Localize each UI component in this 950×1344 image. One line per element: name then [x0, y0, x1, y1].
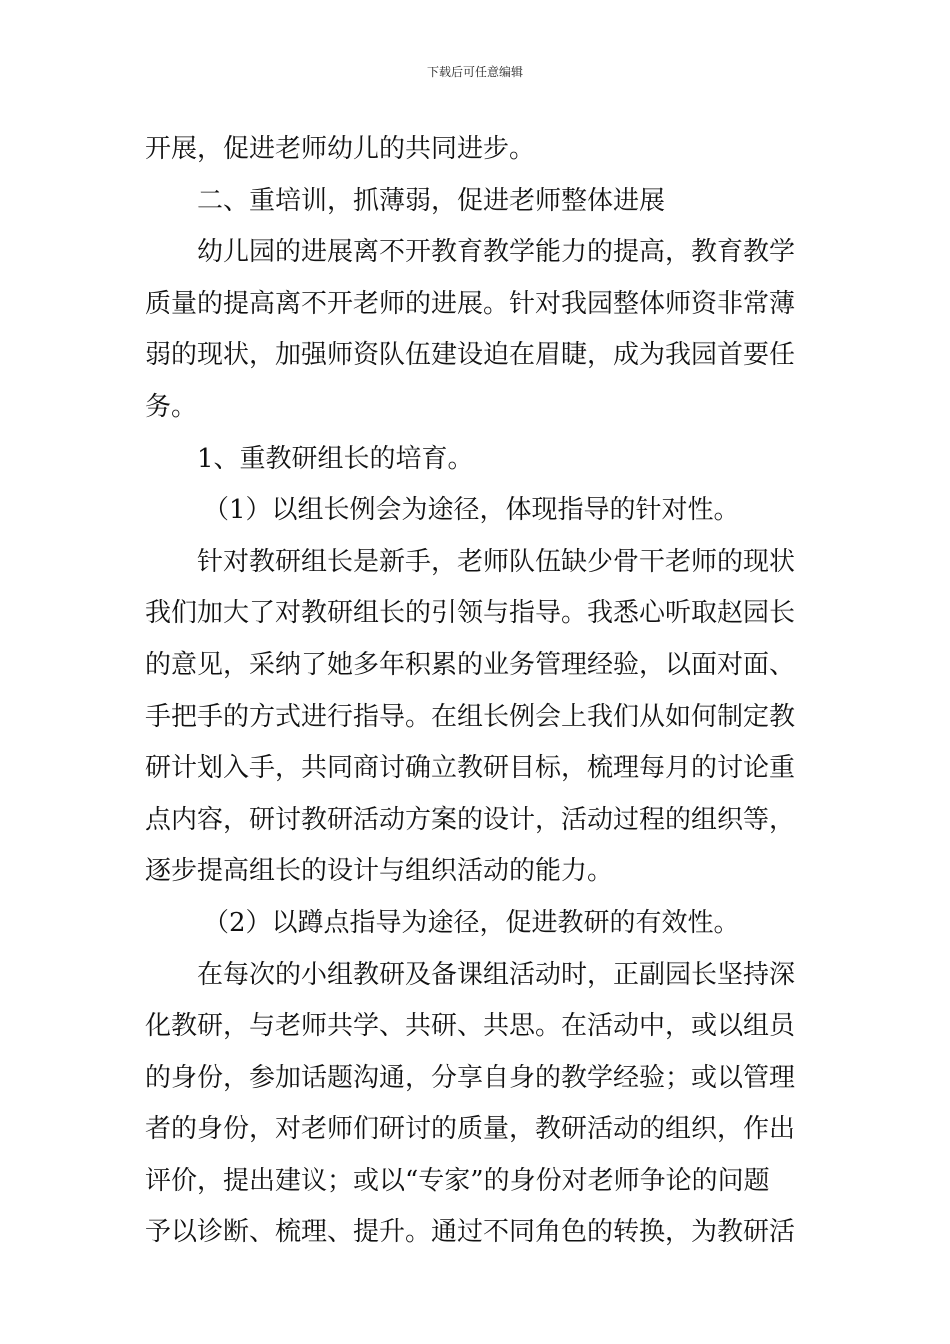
body-line: 予以诊断、梳理、提升。通过不同角色的转换，为教研活 — [145, 1217, 796, 1248]
subsection-heading: 1、重教研组长的培育。 — [197, 443, 474, 474]
body-line: 开展，促进老师幼儿的共同进步。 — [145, 134, 536, 164]
page-header: 下载后可任意编辑 — [426, 65, 523, 79]
body-line: 逐步提高组长的设计与组织活动的能力。 — [145, 856, 614, 887]
body-line: 手把手的方式进行指导。在组长例会上我们从如何制定教 — [145, 701, 796, 732]
subsection-heading: （1）以组长例会为途径，体现指导的针对性。 — [203, 495, 740, 526]
body-line: 针对教研组长是新手，老师队伍缺少骨干老师的现状 — [197, 546, 796, 577]
subsection-heading: （2）以蹲点指导为途径，促进教研的有效性。 — [203, 907, 740, 938]
body-line: 务。 — [145, 391, 198, 422]
body-line: 化教研，与老师共学、共研、共思。在活动中，或以组员 — [145, 1011, 796, 1042]
body-line: 者的身份，对老师们研讨的质量，教研活动的组织，作出 — [145, 1114, 796, 1145]
body-line: 弱的现状，加强师资队伍建设迫在眉睫，成为我园首要任 — [145, 340, 796, 371]
section-heading: 二、重培训，抓薄弱，促进老师整体进展 — [197, 185, 666, 216]
body-line: 评价，提出建议；或以“专家”的身份对老师争论的问题 — [145, 1165, 770, 1196]
body-line: 我们加大了对教研组长的引领与指导。我悉心听取赵园长 — [145, 598, 796, 629]
body-line: 点内容，研讨教研活动方案的设计，活动过程的组织等， — [145, 804, 796, 835]
body-line: 的意见，采纳了她多年积累的业务管理经验，以面对面、 — [145, 649, 796, 680]
body-line: 研计划入手，共同商讨确立教研目标，梳理每月的讨论重 — [145, 753, 796, 784]
body-line: 在每次的小组教研及备课组活动时，正副园长坚持深 — [197, 959, 796, 990]
body-line: 质量的提高离不开老师的进展。针对我园整体师资非常薄 — [145, 288, 796, 319]
body-line: 的身份，参加话题沟通，分享自身的教学经验；或以管理 — [145, 1062, 796, 1093]
document-body — [145, 124, 809, 1259]
body-line: 幼儿园的进展离不开教育教学能力的提高，教育教学 — [197, 237, 796, 268]
